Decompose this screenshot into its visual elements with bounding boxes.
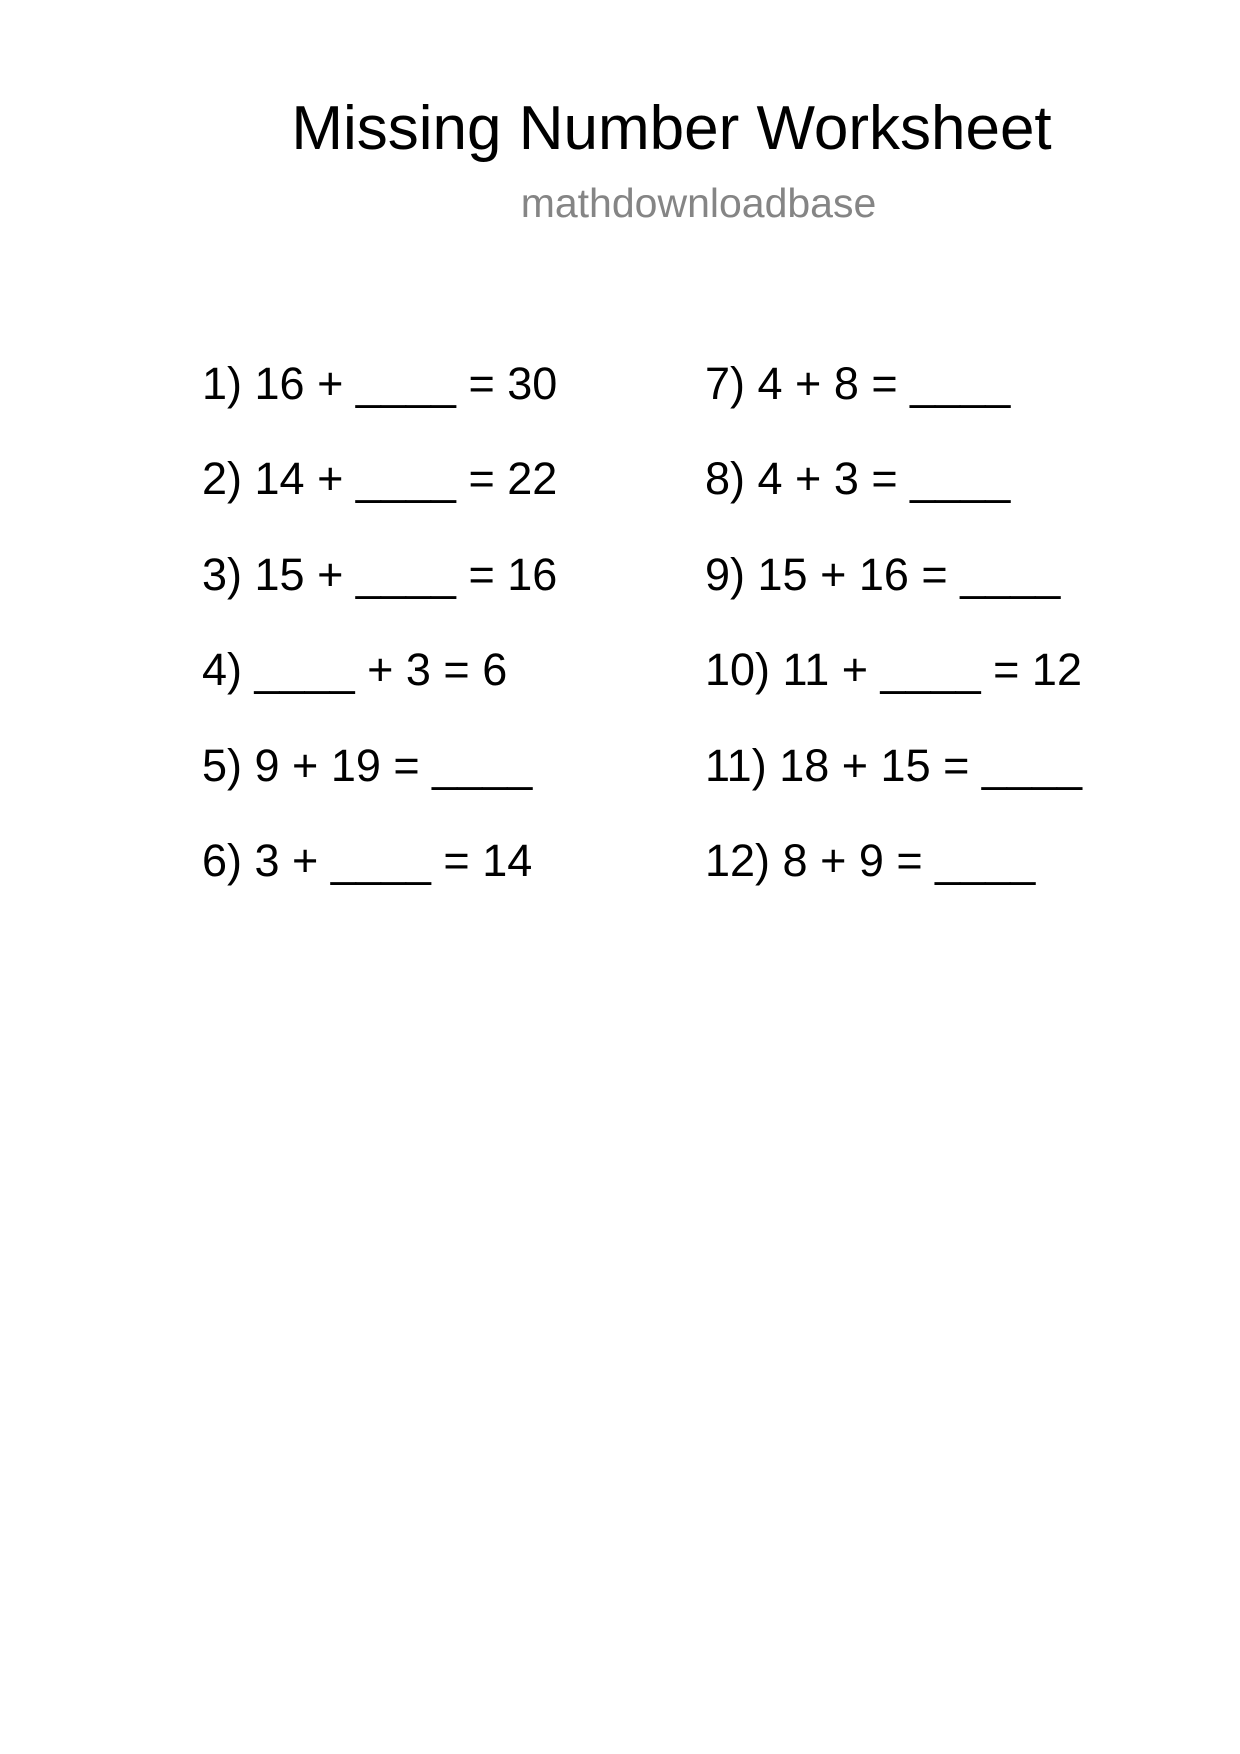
- page-title: Missing Number Worksheet: [291, 94, 1052, 163]
- problem-4: 4) ____ + 3 = 6: [202, 644, 508, 695]
- problem-12: 12) 8 + 9 = ____: [705, 835, 1036, 886]
- site-name: mathdownloadbase: [520, 180, 877, 226]
- problem-1: 1) 16 + ____ = 30: [202, 358, 558, 409]
- problem-8: 8) 4 + 3 = ____: [705, 453, 1011, 504]
- problem-3: 3) 15 + ____ = 16: [202, 549, 558, 600]
- problem-6: 6) 3 + ____ = 14: [202, 835, 533, 886]
- problem-9: 9) 15 + 16 = ____: [705, 549, 1061, 600]
- problem-2: 2) 14 + ____ = 22: [202, 453, 558, 504]
- problem-11: 11) 18 + 15 = ____: [705, 740, 1082, 791]
- problem-7: 7) 4 + 8 = ____: [705, 358, 1011, 409]
- problem-10: 10) 11 + ____ = 12: [705, 644, 1082, 695]
- problem-5: 5) 9 + 19 = ____: [202, 740, 533, 791]
